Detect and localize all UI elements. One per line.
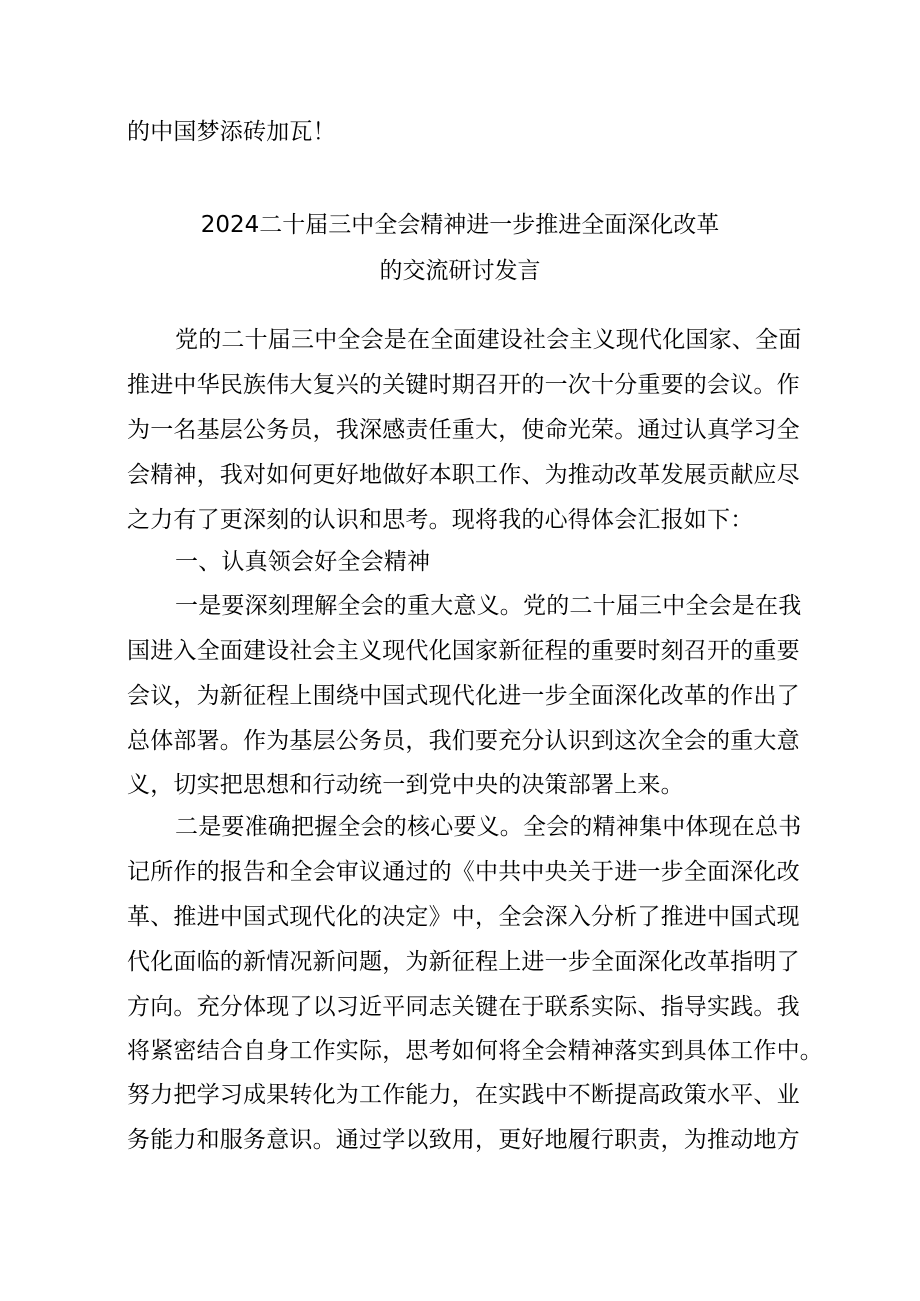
point2-line: 方向。充分体现了以习近平同志关键在于联系实际、指导实践。我 (127, 994, 800, 1020)
point1-line: 国进入全面建设社会主义现代化国家新征程的重要时刻召开的重要 (127, 638, 800, 664)
point2-line: 务能力和服务意识。通过学以致用，更好地履行职责，为推动地方 (127, 1127, 800, 1153)
section-heading: 一、认真领会好全会精神 (175, 549, 431, 575)
point1-line: 总体部署。作为基层公务员，我们要充分认识到这次全会的重大意 (127, 728, 800, 754)
point1-line: 义，切实把思想和行动统一到党中央的决策部署上来。 (127, 772, 684, 798)
point2-line: 代化面临的新情况新问题，为新征程上进一步全面深化改革指明了 (127, 949, 800, 975)
intro-line: 为一名基层公务员，我深感责任重大，使命光荣。通过认真学习全 (127, 417, 800, 443)
intro-line: 党的二十届三中全会是在全面建设社会主义现代化国家、全面 (175, 327, 802, 353)
point2-line: 将紧密结合自身工作实际，思考如何将全会精神落实到具体工作中。 (127, 1038, 823, 1064)
intro-line: 之力有了更深刻的认识和思考。现将我的心得体会汇报如下： (127, 507, 754, 533)
point1-line: 一是要深刻理解全会的重大意义。党的二十届三中全会是在我 (175, 593, 802, 619)
continuation-line: 的中国梦添砖加瓦！ (127, 119, 336, 145)
document-title-line-2: 的交流研讨发言 (379, 258, 541, 284)
point2-line: 努力把学习成果转化为工作能力，在实践中不断提高政策水平、业 (127, 1082, 800, 1108)
point2-line: 革、推进中国式现代化的决定》中，全会深入分析了推进中国式现 (127, 904, 800, 930)
intro-line: 推进中华民族伟大复兴的关键时期召开的一次十分重要的会议。作 (127, 372, 800, 398)
point2-line: 记所作的报告和全会审议通过的《中共中央关于进一步全面深化改 (127, 859, 800, 885)
document-title-line-1: 2024二十届三中全会精神进一步推进全面深化改革 (200, 212, 720, 238)
intro-line: 会精神，我对如何更好地做好本职工作、为推动改革发展贡献应尽 (127, 462, 800, 488)
point2-line: 二是要准确把握全会的核心要义。全会的精神集中体现在总书 (175, 814, 802, 840)
point1-line: 会议，为新征程上围绕中国式现代化进一步全面深化改革的作出了 (127, 683, 800, 709)
